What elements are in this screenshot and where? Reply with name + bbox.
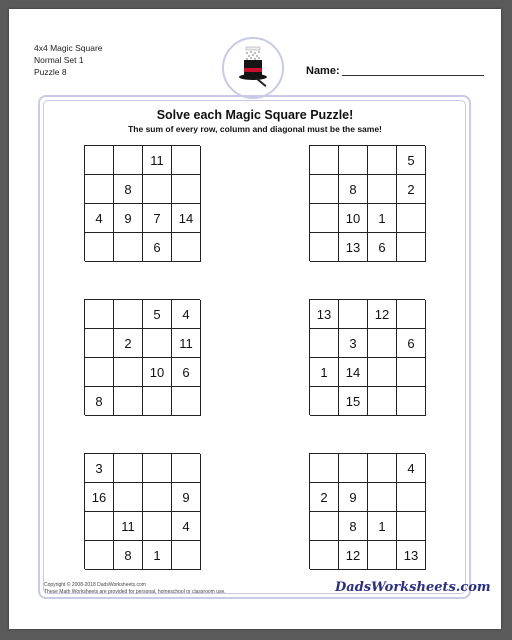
magic-hat-badge <box>222 37 284 99</box>
grid-cell[interactable] <box>172 541 201 570</box>
grid-cell[interactable] <box>85 146 114 175</box>
grid-cell[interactable]: 6 <box>397 329 426 358</box>
grid-cell[interactable]: 10 <box>143 358 172 387</box>
grid-cell[interactable]: 1 <box>310 358 339 387</box>
grid-cell[interactable]: 2 <box>310 483 339 512</box>
grid-cell[interactable] <box>172 233 201 262</box>
grid-cell[interactable] <box>368 358 397 387</box>
grid-cell[interactable] <box>143 329 172 358</box>
grid-cell[interactable] <box>143 387 172 416</box>
grid-cell[interactable]: 8 <box>114 541 143 570</box>
grid-cell[interactable] <box>114 146 143 175</box>
grid-cell[interactable]: 7 <box>143 204 172 233</box>
grid-cell[interactable]: 11 <box>143 146 172 175</box>
grid-cell[interactable] <box>143 175 172 204</box>
grid-cell[interactable]: 4 <box>397 454 426 483</box>
magic-square-5 <box>84 453 200 569</box>
grid-cell[interactable] <box>114 358 143 387</box>
grid-cell[interactable]: 4 <box>172 300 201 329</box>
grid-cell[interactable] <box>85 329 114 358</box>
grid-cell[interactable] <box>397 358 426 387</box>
worksheet-title: Solve each Magic Square Puzzle! <box>156 108 354 122</box>
grid-cell[interactable]: 11 <box>172 329 201 358</box>
dadsworksheets-logo: DadsWorksheets.com <box>335 580 491 595</box>
grid-cell[interactable] <box>368 541 397 570</box>
grid-cell[interactable]: 8 <box>85 387 114 416</box>
grid-cell[interactable] <box>310 454 339 483</box>
grid-cell[interactable]: 4 <box>85 204 114 233</box>
worksheet-type: 4x4 Magic Square <box>34 43 103 53</box>
grid-cell[interactable] <box>85 512 114 541</box>
grid-cell[interactable]: 1 <box>368 204 397 233</box>
grid-cell[interactable]: 5 <box>397 146 426 175</box>
grid-cell[interactable] <box>310 541 339 570</box>
footer-text <box>44 582 226 596</box>
grid-cell[interactable] <box>368 146 397 175</box>
magic-square-3 <box>84 299 200 415</box>
grid-cell[interactable]: 1 <box>143 541 172 570</box>
magic-square-2 <box>309 145 425 261</box>
grid-cell[interactable] <box>310 175 339 204</box>
grid-cell[interactable]: 8 <box>339 175 368 204</box>
grid-cell[interactable] <box>368 454 397 483</box>
grid-cell[interactable] <box>114 454 143 483</box>
grid-cell[interactable]: 16 <box>85 483 114 512</box>
grid-cell[interactable] <box>114 483 143 512</box>
magic-hat-icon <box>230 45 276 91</box>
grid-cell[interactable]: 13 <box>339 233 368 262</box>
grid-cell[interactable] <box>85 175 114 204</box>
grid-cell[interactable] <box>114 300 143 329</box>
grid-cell[interactable] <box>368 387 397 416</box>
grid-cell[interactable]: 15 <box>339 387 368 416</box>
worksheet-instructions: The sum of every row, column and diagonal must be the same! <box>128 124 382 134</box>
grid-cell[interactable]: 12 <box>339 541 368 570</box>
grid-cell[interactable] <box>339 454 368 483</box>
grid-cell[interactable]: 14 <box>339 358 368 387</box>
grid-cell[interactable]: 14 <box>172 204 201 233</box>
grid-cell[interactable] <box>397 387 426 416</box>
grid-cell[interactable] <box>114 387 143 416</box>
grid-cell[interactable]: 11 <box>114 512 143 541</box>
grid-cell[interactable] <box>339 300 368 329</box>
grid-cell[interactable]: 6 <box>143 233 172 262</box>
grid-cell[interactable] <box>143 483 172 512</box>
grid-cell[interactable]: 10 <box>339 204 368 233</box>
grid-cell[interactable] <box>397 512 426 541</box>
worksheet-puzzle-number: Puzzle 8 <box>34 67 67 77</box>
worksheet-meta <box>34 42 103 78</box>
grid-cell[interactable] <box>397 483 426 512</box>
grid-cell[interactable] <box>310 204 339 233</box>
grid-cell[interactable]: 1 <box>368 512 397 541</box>
grid-cell[interactable]: 13 <box>397 541 426 570</box>
grid-cell[interactable] <box>310 146 339 175</box>
grid-cell[interactable]: 4 <box>172 512 201 541</box>
grid-cell[interactable] <box>85 300 114 329</box>
grid-cell[interactable]: 6 <box>172 358 201 387</box>
grid-cell[interactable] <box>397 300 426 329</box>
grid-cell[interactable]: 5 <box>143 300 172 329</box>
grid-cell[interactable] <box>368 175 397 204</box>
grid-cell[interactable] <box>310 233 339 262</box>
grid-cell[interactable] <box>172 175 201 204</box>
copyright-text: Copyright © 2008-2018 DadsWorksheets.com <box>44 582 146 588</box>
grid-cell[interactable] <box>310 512 339 541</box>
grid-cell[interactable]: 6 <box>368 233 397 262</box>
grid-cell[interactable] <box>397 204 426 233</box>
grid-cell[interactable]: 8 <box>114 175 143 204</box>
magic-square-6 <box>309 453 425 569</box>
magic-square-4 <box>309 299 425 415</box>
grid-cell[interactable]: 3 <box>85 454 114 483</box>
magic-square-1 <box>84 145 200 261</box>
grid-cell[interactable] <box>310 329 339 358</box>
grid-cell[interactable]: 9 <box>339 483 368 512</box>
grid-cell[interactable] <box>397 233 426 262</box>
grid-cell[interactable]: 9 <box>172 483 201 512</box>
grid-cell[interactable] <box>172 387 201 416</box>
grid-cell[interactable]: 9 <box>114 204 143 233</box>
grid-cell[interactable] <box>368 329 397 358</box>
grid-cell[interactable] <box>368 483 397 512</box>
grid-cell[interactable] <box>143 512 172 541</box>
grid-cell[interactable] <box>143 454 172 483</box>
grid-cell[interactable]: 3 <box>339 329 368 358</box>
grid-cell[interactable]: 12 <box>368 300 397 329</box>
grid-cell[interactable] <box>85 233 114 262</box>
worksheet-set: Normal Set 1 <box>34 55 84 65</box>
name-field-line[interactable] <box>342 75 484 76</box>
grid-cell[interactable] <box>339 146 368 175</box>
grid-cell[interactable] <box>172 454 201 483</box>
grid-cell[interactable]: 2 <box>397 175 426 204</box>
name-label: Name: <box>306 65 340 77</box>
grid-cell[interactable] <box>114 233 143 262</box>
usage-note: These Math Worksheets are provided for personal, homeschool or classroom use. <box>44 589 226 595</box>
grid-cell[interactable] <box>85 358 114 387</box>
grid-cell[interactable] <box>310 387 339 416</box>
grid-cell[interactable] <box>85 541 114 570</box>
grid-cell[interactable] <box>172 146 201 175</box>
grid-cell[interactable]: 13 <box>310 300 339 329</box>
worksheet-page <box>9 9 501 629</box>
grid-cell[interactable]: 2 <box>114 329 143 358</box>
grid-cell[interactable]: 8 <box>339 512 368 541</box>
